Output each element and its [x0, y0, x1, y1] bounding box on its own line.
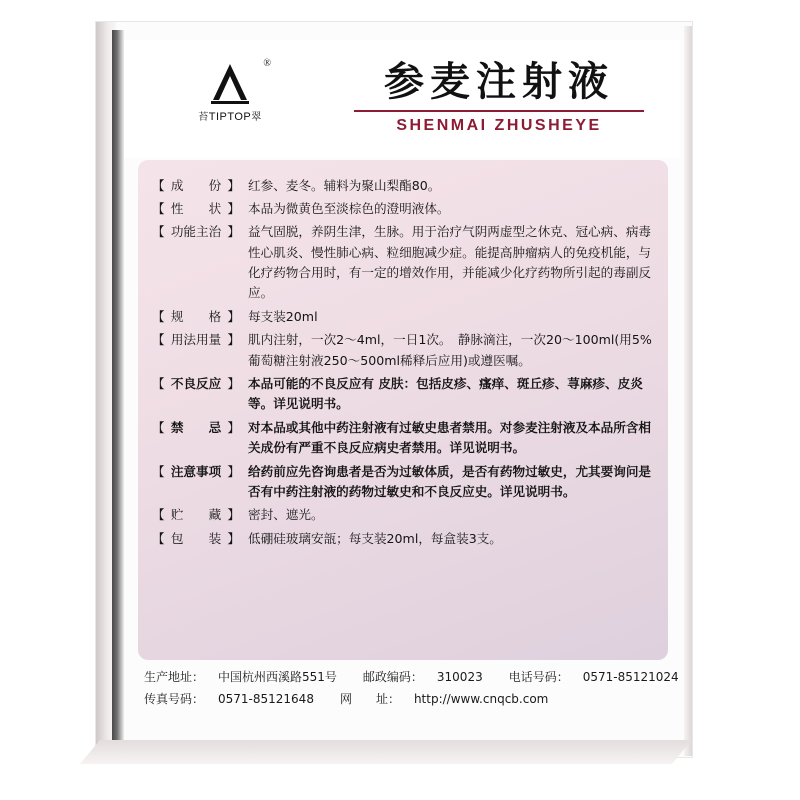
bracket-close: 】	[227, 463, 240, 479]
mountain-peak-icon	[201, 58, 271, 106]
bracket-close: 】	[227, 332, 240, 348]
contact-item	[340, 688, 548, 710]
brand-logo-text	[170, 108, 290, 123]
brand-logo	[170, 58, 290, 123]
info-value: 密封、遮光。	[248, 507, 324, 523]
info-value: 每支装20ml	[248, 308, 318, 324]
info-label	[152, 527, 248, 550]
contact-item	[144, 666, 337, 688]
brand-cn-left: 苔	[198, 112, 209, 123]
manufacturer-contact-block	[144, 666, 679, 710]
bracket-open: 【	[152, 376, 165, 392]
product-title-en: SHENMAI ZHUSHEYE	[396, 117, 602, 134]
bracket-close: 】	[227, 224, 240, 240]
carton-bottom-face	[80, 740, 692, 764]
info-label-text: 注意事项	[170, 463, 222, 479]
contact-label: 生产地址：	[144, 670, 205, 684]
info-row	[152, 527, 654, 550]
contact-label: 电话号码：	[508, 670, 569, 684]
contact-value: 0571-85121024	[582, 670, 679, 684]
carton-right-edge	[684, 26, 692, 756]
bracket-open: 【	[152, 177, 165, 193]
contact-label: 网 址：	[339, 692, 400, 707]
info-label	[152, 305, 248, 328]
contact-item	[144, 688, 314, 710]
info-row	[152, 221, 654, 306]
bracket-open: 【	[152, 308, 165, 324]
info-label-text: 禁 忌	[170, 419, 222, 435]
bracket-close: 】	[227, 200, 240, 216]
info-value: 红参、麦冬。辅料为聚山梨酯80。	[248, 177, 441, 193]
info-label	[152, 504, 248, 527]
contact-label: 传真号码：	[144, 692, 205, 707]
info-label	[152, 460, 248, 504]
info-label	[152, 416, 248, 460]
info-row	[152, 197, 654, 220]
bracket-open: 【	[152, 224, 165, 240]
info-value: 本品为微黄色至淡棕色的澄明液体。	[248, 200, 450, 216]
bracket-close: 】	[227, 530, 240, 546]
bracket-open: 【	[152, 530, 165, 546]
info-label-text: 用法用量	[170, 332, 222, 348]
product-title-block	[334, 60, 664, 135]
info-row	[152, 373, 654, 417]
bracket-close: 】	[227, 308, 240, 324]
bracket-open: 【	[152, 332, 165, 348]
info-value: 本品可能的不良反应有 皮肤：包括皮疹、瘙痒、斑丘疹、荨麻疹、皮炎等。详见说明书。	[248, 376, 643, 412]
bracket-open: 【	[152, 200, 165, 216]
info-label-text: 不良反应	[170, 376, 222, 392]
info-row	[152, 305, 654, 328]
info-value: 益气固脱，养阴生津，生脉。用于治疗气阴两虚型之休克、冠心病、病毒性心肌炎、慢性肺心病、粒细胞减少症。能提高肿瘤病人的免疫机能，与化疗药物合用时，有一定的增效作用，并能减少化疗药物所引起的毒副反应。	[248, 224, 651, 301]
drug-information-table	[152, 174, 654, 551]
bracket-close: 】	[227, 507, 240, 523]
info-label-text: 成 份	[170, 177, 222, 193]
info-row	[152, 416, 654, 460]
brand-cn-right: 翠	[251, 112, 262, 123]
contact-value: 310023	[436, 670, 483, 684]
bracket-close: 】	[227, 376, 240, 392]
contact-value: 0571-85121648	[218, 692, 314, 707]
bracket-close: 】	[227, 177, 240, 193]
info-label	[152, 373, 248, 417]
info-label-text: 性 状	[170, 200, 222, 216]
contact-row	[144, 688, 664, 710]
contact-value: 中国杭州西溪路551号	[218, 670, 337, 684]
bracket-open: 【	[152, 419, 165, 435]
product-title-cn: 参麦注射液	[384, 59, 614, 105]
bracket-open: 【	[152, 507, 165, 523]
contact-value: http://www.cnqcb.com	[413, 692, 549, 707]
info-value: 低硼硅玻璃安瓿；每支装20ml，每盒装3支。	[248, 530, 502, 546]
registered-trademark-icon: ®	[263, 58, 271, 69]
info-value: 肌内注射，一次2～4ml，一日1次。 静脉滴注，一次20～100ml(用5%葡萄糖注射液250～500ml稀释后应用)或遵医嘱。	[248, 332, 652, 368]
contact-label: 邮政编码：	[362, 670, 423, 684]
info-value: 给药前应先咨询患者是否为过敏体质，是否有药物过敏史，尤其要询问是否有中药注射液的药物过敏史和不良反应史。详见说明书。	[248, 463, 651, 499]
title-divider	[354, 110, 644, 112]
bracket-open: 【	[152, 463, 165, 479]
contact-row	[144, 666, 679, 688]
info-row	[152, 174, 654, 197]
info-row	[152, 504, 654, 527]
bracket-close: 】	[227, 419, 240, 435]
info-label	[152, 329, 248, 373]
info-label	[152, 197, 248, 220]
info-label	[152, 174, 248, 197]
carton-header	[124, 40, 680, 158]
info-row	[152, 460, 654, 504]
info-label-text: 包 装	[170, 530, 222, 546]
contact-item	[509, 666, 679, 688]
info-label	[152, 221, 248, 306]
info-row	[152, 329, 654, 373]
info-label-text: 贮 藏	[170, 507, 222, 523]
info-label-text: 规 格	[170, 308, 222, 324]
drug-information-panel	[138, 160, 668, 660]
brand-en: TIPTOP	[208, 111, 252, 123]
carton-spine-shadow	[112, 30, 124, 750]
contact-item	[363, 666, 483, 688]
info-value: 对本品或其他中药注射液有过敏史患者禁用。对参麦注射液及本品所含相关成份有严重不良反应病史者禁用。详见说明书。	[248, 419, 651, 456]
info-label-text: 功能主治	[170, 224, 222, 240]
